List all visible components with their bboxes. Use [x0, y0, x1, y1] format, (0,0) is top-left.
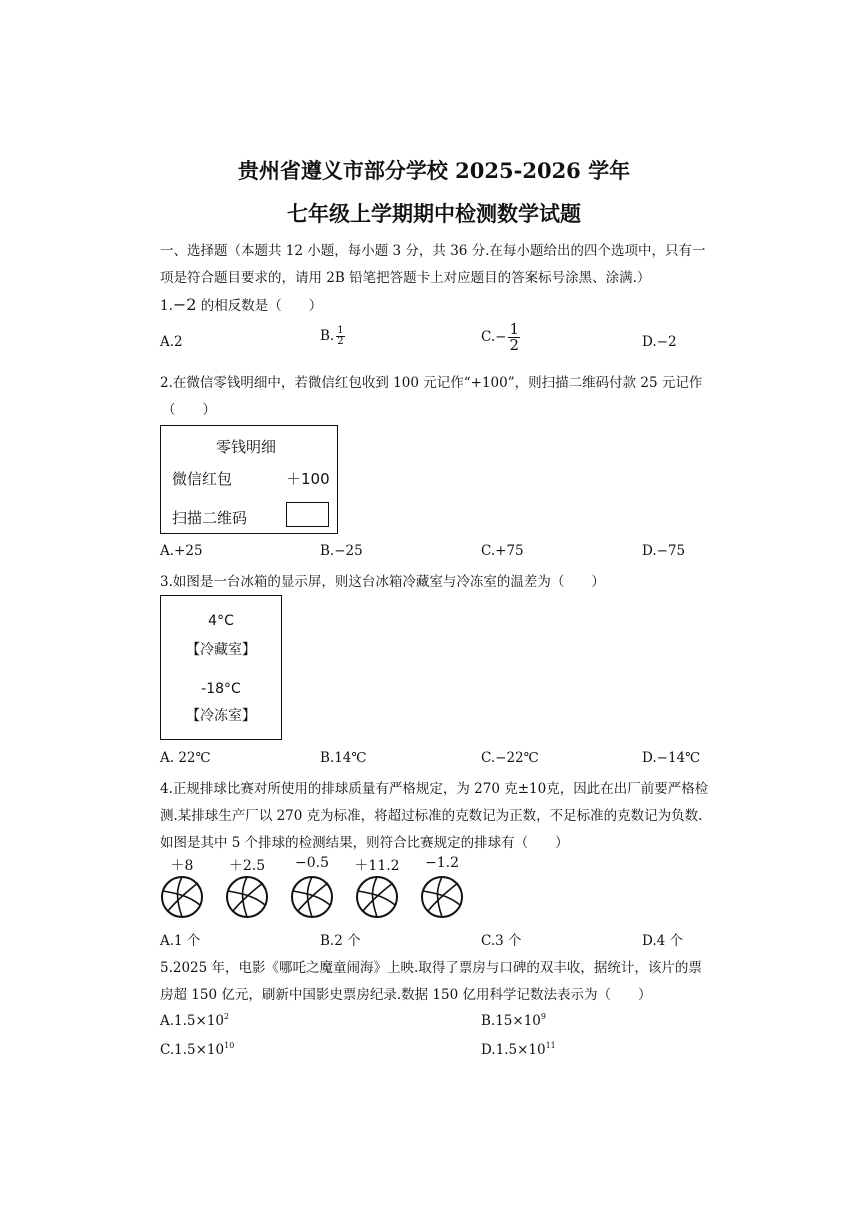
- q1-c-denominator: 2: [509, 336, 519, 354]
- volleyball-icon: [420, 875, 464, 919]
- q1-b-denominator: 2: [337, 336, 344, 347]
- q5-a-base: A.1.5×10: [160, 1013, 224, 1029]
- wallet-detail-title: 零钱明细: [216, 438, 277, 456]
- q3-option-d: D.−14℃: [642, 750, 701, 766]
- q2-option-d: D.−75: [642, 543, 686, 559]
- q2-option-b: B.−25: [320, 543, 363, 559]
- section-instructions-line1: 一、选择题（本题共 12 小题，每小题 3 分，共 36 分.在每小题给出的四个选项中，只有一: [160, 243, 706, 259]
- q1-c-numerator: 1: [509, 320, 519, 338]
- volleyball-icon: [290, 875, 334, 919]
- question-5-line1: 5.2025 年，电影《哪吒之魔童闹海》上映.取得了票房与口碑的双丰收，据统计，该片的票: [160, 960, 702, 976]
- q1-option-b-fraction: [336, 326, 344, 347]
- question-1-value: −2: [172, 295, 197, 314]
- q2-option-c: C.+75: [481, 543, 524, 559]
- q4-option-d: D.4 个: [642, 933, 684, 949]
- fridge-temp-refrigerator: 4°C: [208, 613, 234, 629]
- q3-option-b: B.14℃: [320, 750, 367, 766]
- question-1-number: 1.: [160, 298, 173, 314]
- question-5-line2: 房超 150 亿元，刷新中国影史票房纪录.数据 150 亿用科学记数法表示为（ ）: [160, 987, 652, 1003]
- exam-title-line1: 贵州省遵义市部分学校 2025-2026 学年: [237, 158, 631, 183]
- q4-option-a: A.1 个: [160, 933, 201, 949]
- q5-b-base: B.15×10: [481, 1013, 541, 1029]
- ball-3-value: −0.5: [295, 855, 329, 871]
- q1-option-c: [481, 322, 520, 353]
- ball-1-value: ＋8: [170, 858, 194, 874]
- q5-option-d: [481, 1041, 556, 1058]
- q3-option-a: A. 22℃: [160, 750, 211, 766]
- wallet-row-scan-label: 扫描二维码: [172, 509, 248, 527]
- fridge-label-refrigerator: 【冷藏室】: [186, 642, 256, 658]
- q5-c-base: C.1.5×10: [160, 1042, 225, 1058]
- section-instructions-line2: 项是符合题目要求的，请用 2B 铅笔把答题卡上对应题目的答案标号涂黑、涂满.）: [160, 270, 651, 286]
- volleyball-icon: [355, 875, 399, 919]
- question-2-paren: （ ）: [162, 402, 216, 418]
- fridge-label-freezer: 【冷冻室】: [186, 708, 256, 724]
- question-1-stem: [160, 294, 322, 314]
- ball-4-value: ＋11.2: [354, 858, 400, 874]
- volleyball-icon: [225, 875, 269, 919]
- q2-option-a: A.+25: [160, 543, 203, 559]
- wallet-row-red-packet-value: ＋100: [286, 470, 330, 488]
- q5-option-a: [160, 1012, 229, 1029]
- q4-option-c: C.3 个: [481, 933, 522, 949]
- question-4-line3: 如图是其中 5 个排球的检测结果，则符合比赛规定的排球有（ ）: [160, 835, 569, 851]
- question-4-line2: 测.某排球生产厂以 270 克为标准，将超过标准的克数记为正数，不足标准的克数记为负数.: [160, 808, 703, 824]
- q5-a-exponent: 2: [224, 1012, 230, 1021]
- ball-5-value: −1.2: [425, 855, 459, 871]
- question-2-stem: 2.在微信零钱明细中，若微信红包收到 100 元记作“+100”，则扫描二维码付款 25 元记作: [160, 375, 703, 391]
- wallet-row-scan-blank: [286, 502, 329, 527]
- fridge-temp-freezer: -18°C: [201, 681, 241, 697]
- volleyball-icon: [160, 875, 204, 919]
- q5-option-c: [160, 1041, 234, 1058]
- q5-c-exponent: 10: [224, 1041, 235, 1050]
- ball-2-value: ＋2.5: [228, 858, 266, 874]
- exam-title-line2: 七年级上学期期中检测数学试题: [287, 201, 581, 226]
- q1-b-numerator: 1: [337, 325, 344, 336]
- question-4-line1: 4.正规排球比赛对所使用的排球质量有严格规定，为 270 克±10克，因此在出厂前要严格检: [160, 781, 709, 797]
- q5-b-exponent: 9: [540, 1012, 546, 1021]
- q1-option-b-label: B.: [320, 328, 335, 344]
- q1-option-c-fraction: [508, 322, 520, 353]
- question-1-suffix: 的相反数是（ ）: [196, 298, 323, 314]
- q5-d-base: D.1.5×10: [481, 1042, 546, 1058]
- wallet-row-red-packet-label: 微信红包: [172, 470, 233, 488]
- q1-option-c-label: C.−: [481, 329, 507, 345]
- q1-option-a: A.2: [160, 334, 183, 350]
- q4-option-b: B.2 个: [320, 933, 361, 949]
- q5-d-exponent: 11: [545, 1041, 556, 1050]
- q3-option-c: C.−22℃: [481, 750, 539, 766]
- q5-option-b: [481, 1012, 546, 1029]
- question-3-stem: 3.如图是一台冰箱的显示屏，则这台冰箱冷藏室与冷冻室的温差为（ ）: [160, 574, 605, 590]
- q1-option-b: [320, 326, 345, 347]
- q1-option-d: D.−2: [642, 334, 677, 350]
